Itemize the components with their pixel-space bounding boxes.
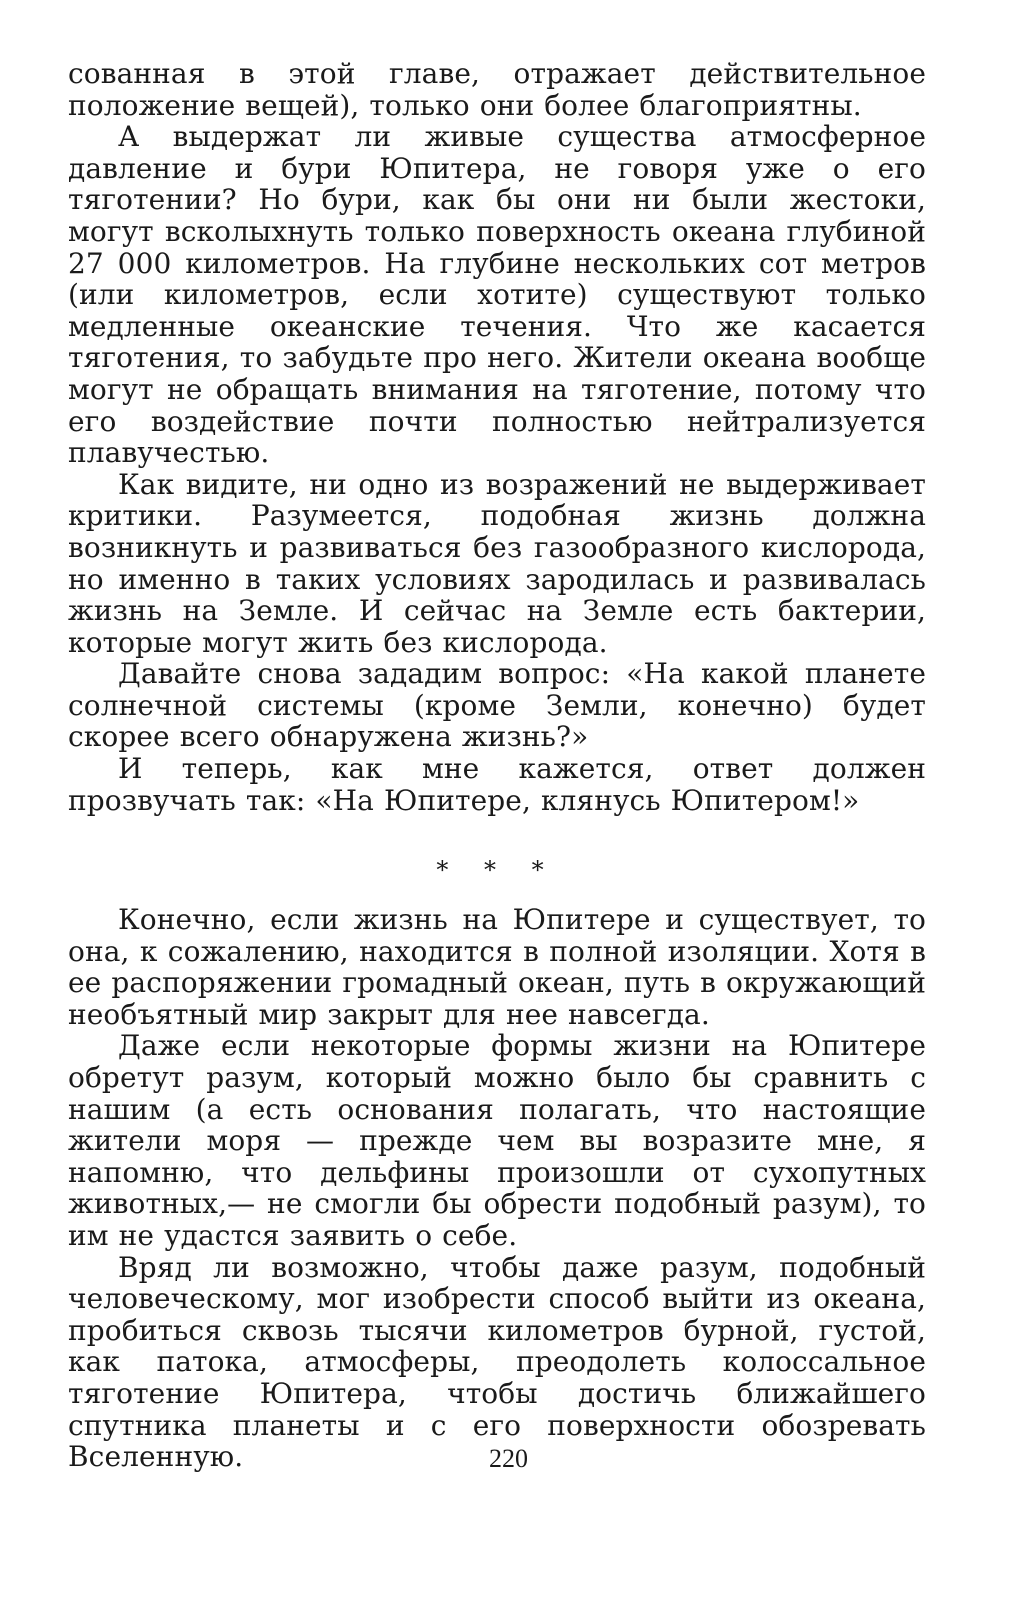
section-two (68, 904, 926, 1473)
paragraph-escape: Вряд ли возможно, чтобы даже разум, подобный человеческому, мог изобрести способ выйти из океана, пробиться сквозь тысячи километров бурной, густой, как патока, атмосферы, преодолеть колоссальное тяготение Юпитера, чтобы достичь ближайшего спутника планеты и с его поверхности обозревать Вселенную. (68, 1250, 926, 1474)
section-separator: * * * (436, 856, 558, 884)
paragraph-isolation: Конечно, если жизнь на Юпитере и существует, то она, к сожалению, находится в полной изоляции. Хотя в ее распоряжении громадный океан, путь в окружающий необъятный мир закрыт для нее навсегда. (68, 903, 926, 1031)
paragraph-answer: И теперь, как мне кажется, ответ должен прозвучать так: «На Юпитере, клянусь Юпитером!» (68, 752, 926, 817)
paragraph-intelligence: Даже если некоторые формы жизни на Юпитере обретут разум, который можно было бы сравнить с нашим (а есть основания полагать, что настоящие жители моря — прежде чем вы возразите мне, я напомню, что дельфины произошли от сухопутных животных,— не смогли бы обрести подобный разум), то им не удастся заявить о себе. (68, 1029, 926, 1252)
page-number: 220 (489, 1444, 528, 1473)
paragraph-question: Давайте снова зададим вопрос: «На какой планете солнечной системы (кроме Земли, конечно) будет скорее всего обнаружена жизнь?» (68, 657, 926, 754)
paragraph-continuation: сованная в этой главе, отражает действительное положение вещей), только они более благоприятны. (68, 57, 926, 122)
paragraph-jupiter-pressure: А выдержат ли живые существа атмосферное давление и бури Юпитера, не говоря уже о его тяготении? Но бури, как бы они ни были жестоки, могут всколыхнуть только поверхность океана глубиной 27 000 километров. На глубине нескольких сот метров (или километров, если хотите) существуют только медленные океанские течения. Что же касается тяготения, то забудьте про него. Жители океана вообще могут не обращать внимания на тяготение, потому что его воздействие почти полностью нейтрализуется плавучестью. (68, 120, 926, 470)
paragraph-objections: Как видите, ни одно из возражений не выдерживает критики. Разумеется, подобная жизнь должна возникнуть и развиваться без газообразного кислорода, но именно в таких условиях зародилась и развивалась жизнь на Земле. И сейчас на Земле есть бактерии, которые могут жить без кислорода. (68, 467, 926, 659)
